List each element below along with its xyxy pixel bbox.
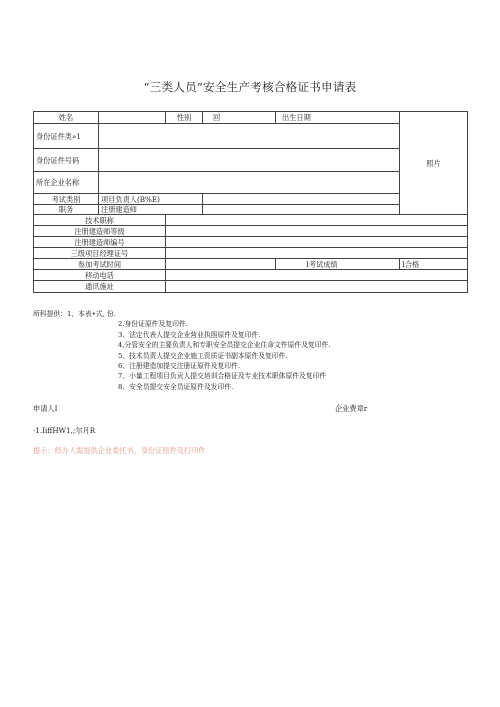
company-seal-label: 企业费章r <box>335 404 368 413</box>
materials-item: 8、安全员提交安全员证原件及发印件. <box>118 382 234 391</box>
materials-item: 5、技术员责人提交企业施工资质证书副本原件及复印件. <box>118 351 288 360</box>
exam-time-label: 参加考试时间 <box>34 259 166 270</box>
company-field[interactable] <box>99 172 400 194</box>
exam-category-blank[interactable] <box>203 194 400 205</box>
materials-item: 2.身份证原件及复印件. <box>118 320 188 329</box>
tech-title-field[interactable] <box>166 215 468 226</box>
position-label: 职务 <box>34 205 99 215</box>
applicant-label: 申请人I <box>33 404 58 413</box>
address-field[interactable] <box>166 281 468 293</box>
birth-label: 出生日期 <box>276 112 400 124</box>
exam-score-cell[interactable] <box>276 259 400 270</box>
application-form-table <box>33 111 468 293</box>
materials-item: 6、注册建造加提交注册证原件及复印件. <box>118 362 241 371</box>
pm-cert-field[interactable] <box>166 248 468 259</box>
pass-cell[interactable] <box>400 259 468 270</box>
gender-field[interactable] <box>203 112 276 124</box>
materials-item: 4,分管安全的主要负责人和专职安全员提交企业住命文件原件及复印件. <box>118 341 331 350</box>
builder-grade-label: 注册建造师等级 <box>34 226 166 237</box>
materials-head: 所科提供： <box>33 310 67 318</box>
mobile-label: 移动电话 <box>34 270 166 281</box>
form-title: “三类人员”安全生产考核合格证书申请表 <box>143 80 357 94</box>
date-line: ·1.IiffHW1,;尔月R <box>33 426 96 435</box>
name-field[interactable] <box>99 112 166 124</box>
exam-score-label: I考试成绩 <box>306 259 338 269</box>
materials-item: 1、本表•式, 份. <box>66 310 116 318</box>
company-label: 所在企业名称 <box>34 172 99 194</box>
builder-number-field[interactable] <box>166 237 468 248</box>
position-value[interactable]: 注册建造师 <box>99 205 203 215</box>
tip-text: 提示：经办人需提供企业委托书，身份证原件及打印件. <box>33 446 208 455</box>
materials-item: 7、小量工程项目负贡人提交培训合格证及专业技术职体原件及复印件 <box>118 372 327 381</box>
pass-label: I合格 <box>402 259 420 269</box>
mobile-field[interactable] <box>166 270 468 281</box>
exam-category-label: 考试类别 <box>34 194 99 205</box>
id-type-field[interactable] <box>99 124 400 149</box>
photo-label: 照片 <box>426 158 441 168</box>
tech-title-label: 技术职称 <box>34 215 166 226</box>
id-number-field[interactable] <box>99 149 400 172</box>
builder-grade-field[interactable] <box>166 226 468 237</box>
id-type-label: 身份证件类»1 <box>34 124 99 149</box>
name-label: 姓名 <box>34 112 99 124</box>
builder-number-label: 注册建造师编号 <box>34 237 166 248</box>
materials-list <box>33 309 331 392</box>
photo-cell[interactable] <box>400 112 468 215</box>
exam-time-field[interactable] <box>166 259 276 270</box>
exam-category-value[interactable]: 项目负责人(B%E) <box>99 194 203 205</box>
gender-label: 性别 <box>166 112 203 124</box>
address-label: 通讯施址 <box>34 281 166 293</box>
gender-box: 回 <box>213 113 221 122</box>
pm-cert-label: 三级项目经理证号 <box>34 248 166 259</box>
position-blank[interactable] <box>203 205 400 215</box>
id-number-label: 身份证件号码 <box>34 149 99 172</box>
materials-item: 3、法定代表人提交企业营业执照原件及复印件. <box>118 330 261 339</box>
